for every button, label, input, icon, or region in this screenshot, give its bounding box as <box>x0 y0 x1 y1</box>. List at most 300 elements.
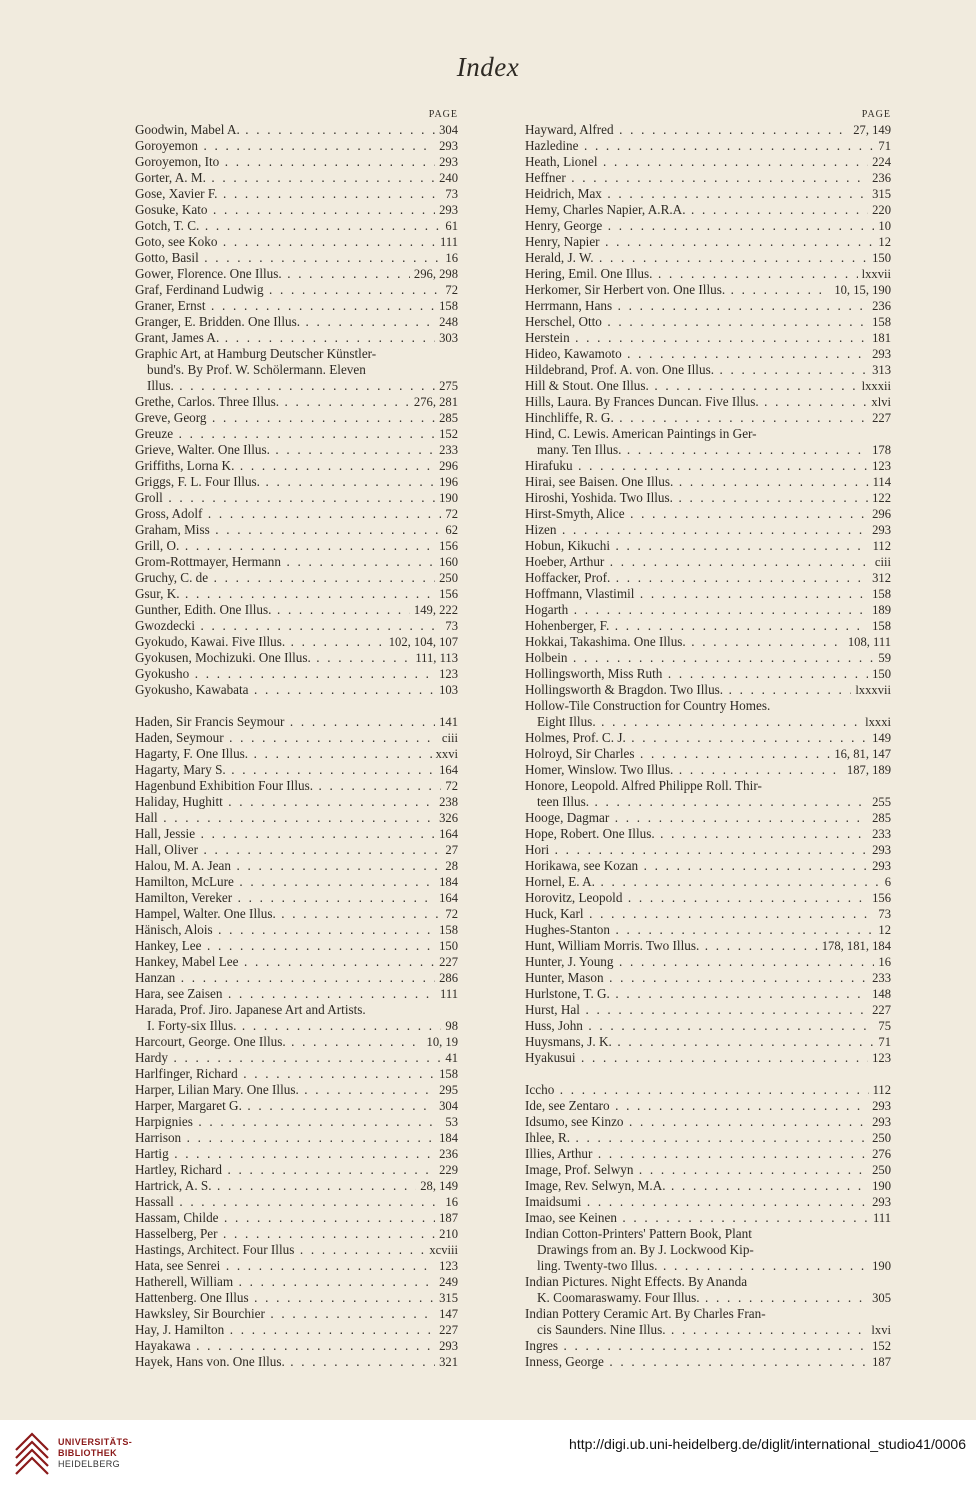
entry-name: Gose, Xavier F. . . . <box>135 186 458 202</box>
entry-name: Hagenbund Exhibition Four Illus. . . . <box>135 778 458 794</box>
entry-name: Graf, Ferdinand Ludwig . . . <box>135 282 458 298</box>
index-entry <box>135 762 458 778</box>
entry-name: Hänisch, Alois . . . <box>135 922 458 938</box>
entry-name: Heffner . . . <box>525 170 891 186</box>
index-entry <box>525 730 891 746</box>
entry-name: Hagarty, F. One Illus. . . . <box>135 746 458 762</box>
index-entry <box>525 1322 891 1338</box>
index-entry <box>525 426 891 442</box>
entry-page: 152 <box>868 1338 891 1354</box>
index-entry <box>525 1338 891 1354</box>
index-entry <box>135 826 458 842</box>
index-entry <box>135 938 458 954</box>
entry-name: Henry, Napier . . . <box>525 234 891 250</box>
index-entry <box>135 1194 458 1210</box>
entry-page: 123 <box>435 666 458 682</box>
entry-name: Hayward, Alfred . . . <box>525 122 891 138</box>
index-entry <box>135 234 458 250</box>
entry-name: Gruchy, C. de . . . <box>135 570 458 586</box>
entry-page: 72 <box>441 778 458 794</box>
entry-page: 220 <box>868 202 891 218</box>
index-column-right <box>525 108 891 1370</box>
entry-name: Gyokusen, Mochizuki. One Illus. . . . <box>135 650 458 666</box>
index-entry <box>135 1146 458 1162</box>
index-entry <box>525 1146 891 1162</box>
index-entry <box>525 122 891 138</box>
index-entry <box>135 858 458 874</box>
entry-name: Hokkai, Takashima. One Illus. . . . <box>525 634 891 650</box>
entry-name: Honore, Leopold. Alfred Philippe Roll. Thir- <box>525 778 762 793</box>
index-entry <box>525 522 891 538</box>
entry-name: Indian Pictures. Night Effects. By Ananda <box>525 1274 748 1289</box>
entry-page: 16, 81, 147 <box>830 746 891 762</box>
index-entry <box>525 1114 891 1130</box>
index-entry <box>525 874 891 890</box>
index-entry <box>135 730 458 746</box>
entry-name: Hanzan . . . <box>135 970 458 986</box>
entry-name: Hayek, Hans von. One Illus. . . . <box>135 1354 458 1370</box>
entry-name: Granger, E. Bridden. One Illus. . . . <box>135 314 458 330</box>
index-entry <box>525 1002 891 1018</box>
entry-name: Harper, Margaret G. . . . <box>135 1098 458 1114</box>
entry-name: Iccho . . . <box>525 1082 891 1098</box>
index-entry <box>135 154 458 170</box>
entry-page: 73 <box>874 906 891 922</box>
entry-page: 233 <box>868 970 891 986</box>
index-entry <box>525 970 891 986</box>
entry-name: Huysmans, J. K. . . . <box>525 1034 891 1050</box>
entry-name: cis Saunders. Nine Illus. . . . <box>537 1322 891 1338</box>
entry-page: 72 <box>441 282 458 298</box>
entry-name: Hornel, E. A. . . . <box>525 874 891 890</box>
index-entry <box>135 1034 458 1050</box>
index-entry <box>525 490 891 506</box>
entry-page: 187 <box>868 1354 891 1370</box>
entry-page: 276 <box>868 1146 891 1162</box>
entry-page: 164 <box>435 826 458 842</box>
entry-name: Hunter, Mason . . . <box>525 970 891 986</box>
index-entry <box>525 250 891 266</box>
entry-page: 27, 149 <box>849 122 891 138</box>
index-entry <box>135 1290 458 1306</box>
entry-name: Gotto, Basil . . . <box>135 250 458 266</box>
index-entry <box>135 1130 458 1146</box>
entry-page: 313 <box>868 362 891 378</box>
entry-name: Holbein . . . <box>525 650 891 666</box>
index-entry <box>525 218 891 234</box>
index-entry <box>135 922 458 938</box>
entry-name: Hope, Robert. One Illus. . . . <box>525 826 891 842</box>
entry-page: 111 <box>869 1210 891 1226</box>
index-entry <box>135 890 458 906</box>
entry-page: 148 <box>868 986 891 1002</box>
entry-page: 293 <box>868 1194 891 1210</box>
entry-page: 73 <box>441 618 458 634</box>
index-entry <box>525 602 891 618</box>
entry-page: 27 <box>441 842 458 858</box>
entry-name: Hyakusui . . . <box>525 1050 891 1066</box>
index-entry <box>135 1178 458 1194</box>
entry-name: Haliday, Hughitt . . . <box>135 794 458 810</box>
entry-page: 293 <box>868 842 891 858</box>
entry-name: Gsur, K. . . . <box>135 586 458 602</box>
entry-page: xcviii <box>425 1242 458 1258</box>
entry-name: Hankey, Mabel Lee . . . <box>135 954 458 970</box>
entry-name: Hiroshi, Yoshida. Two Illus. . . . <box>525 490 891 506</box>
entry-page: 150 <box>868 666 891 682</box>
entry-page: 98 <box>441 1018 458 1034</box>
index-entry <box>135 202 458 218</box>
entry-page: 303 <box>435 330 458 346</box>
index-entry <box>135 618 458 634</box>
entry-name: Herschel, Otto . . . <box>525 314 891 330</box>
index-entry <box>135 634 458 650</box>
entry-name: Gosuke, Kato . . . <box>135 202 458 218</box>
entry-name: Harlfinger, Richard . . . <box>135 1066 458 1082</box>
index-entry <box>525 138 891 154</box>
entry-page: 149 <box>868 730 891 746</box>
entry-page: 296 <box>868 506 891 522</box>
entry-page: 62 <box>441 522 458 538</box>
entry-page: 71 <box>874 138 891 154</box>
entry-page: 114 <box>869 474 891 490</box>
entry-name: Herkomer, Sir Herbert von. One Illus. . . . <box>525 282 891 298</box>
entry-name: Hartig . . . <box>135 1146 458 1162</box>
index-entry <box>525 922 891 938</box>
entry-name: Henry, George . . . <box>525 218 891 234</box>
index-entry <box>525 1162 891 1178</box>
entry-name: Hay, J. Hamilton . . . <box>135 1322 458 1338</box>
entry-page: 123 <box>868 458 891 474</box>
entry-page: 249 <box>435 1274 458 1290</box>
entry-page: 164 <box>435 762 458 778</box>
index-entry <box>525 1226 891 1242</box>
entry-name: Hurst, Hal . . . <box>525 1002 891 1018</box>
entry-name: Herrmann, Hans . . . <box>525 298 891 314</box>
source-url-link[interactable]: http://digi.ub.uni-heidelberg.de/diglit/international_studio41/0006 <box>569 1436 966 1452</box>
index-entry <box>135 442 458 458</box>
entry-name: Hall, Oliver . . . <box>135 842 458 858</box>
entry-page: 187 <box>435 1210 458 1226</box>
index-entry <box>135 874 458 890</box>
entry-name: Hollingsworth, Miss Ruth . . . <box>525 666 891 682</box>
entry-page: 275 <box>435 378 458 394</box>
index-entry <box>135 1066 458 1082</box>
index-entry <box>525 410 891 426</box>
entry-page: 160 <box>435 554 458 570</box>
entry-name: Gyokusho . . . <box>135 666 458 682</box>
index-entry <box>525 154 891 170</box>
entry-page: 315 <box>868 186 891 202</box>
entry-name: Huck, Karl . . . <box>525 906 891 922</box>
entry-name: Harada, Prof. Jiro. Japanese Art and Artists. <box>135 1002 366 1017</box>
index-entry <box>135 138 458 154</box>
index-entry <box>135 490 458 506</box>
index-entry <box>525 1210 891 1226</box>
index-entry <box>525 618 891 634</box>
entry-name: Hideo, Kawamoto . . . <box>525 346 891 362</box>
entry-name: Huss, John . . . <box>525 1018 891 1034</box>
library-logo-icon <box>12 1430 52 1478</box>
index-entry <box>525 1050 891 1066</box>
entry-page: 312 <box>868 570 891 586</box>
index-entry <box>135 1082 458 1098</box>
entry-page: 28, 149 <box>416 1178 458 1194</box>
entry-page: 190 <box>435 490 458 506</box>
entry-page: 164 <box>435 890 458 906</box>
index-entry <box>525 1098 891 1114</box>
entry-name: Gunther, Edith. One Illus. . . . <box>135 602 458 618</box>
entry-page: 10, 19 <box>423 1034 458 1050</box>
entry-name: Hayakawa . . . <box>135 1338 458 1354</box>
index-entry <box>525 1178 891 1194</box>
entry-name: Imao, see Keinen . . . <box>525 1210 891 1226</box>
entry-name: Hall . . . <box>135 810 458 826</box>
entry-name: Gower, Florence. One Illus. . . . <box>135 266 458 282</box>
index-entry <box>525 378 891 394</box>
entry-page: 149, 222 <box>410 602 458 618</box>
index-entry <box>135 1306 458 1322</box>
entry-name: Hasselberg, Per . . . <box>135 1226 458 1242</box>
entry-name: Harrison . . . <box>135 1130 458 1146</box>
index-entry <box>525 330 891 346</box>
index-entry <box>135 1098 458 1114</box>
index-entry <box>525 442 891 458</box>
entry-page: 315 <box>435 1290 458 1306</box>
entry-name: Harpignies . . . <box>135 1114 458 1130</box>
entry-page: 326 <box>435 810 458 826</box>
index-entry <box>525 698 891 714</box>
entry-page: 250 <box>435 570 458 586</box>
entry-page: 16 <box>441 1194 458 1210</box>
entry-name: Hohenberger, F. . . . <box>525 618 891 634</box>
index-entry <box>525 1130 891 1146</box>
entry-name: Hawksley, Sir Bourchier . . . <box>135 1306 458 1322</box>
entry-name: Holroyd, Sir Charles . . . <box>525 746 891 762</box>
entry-page: 158 <box>435 298 458 314</box>
library-name-line1: UNIVERSITÄTS- <box>58 1437 133 1447</box>
entry-page: 102, 104, 107 <box>385 634 458 650</box>
entry-page: 295 <box>435 1082 458 1098</box>
entry-name: Hildebrand, Prof. A. von. One Illus. . . . <box>525 362 891 378</box>
entry-name: Hata, see Senrei . . . <box>135 1258 458 1274</box>
entry-name: Goodwin, Mabel A. . . . <box>135 122 458 138</box>
index-entry <box>525 1194 891 1210</box>
index-entry <box>525 794 891 810</box>
index-entry <box>525 346 891 362</box>
index-entry <box>525 394 891 410</box>
entry-name: Hassam, Childe . . . <box>135 1210 458 1226</box>
index-entry <box>525 1306 891 1322</box>
entry-name: Hoffacker, Prof. . . . <box>525 570 891 586</box>
entry-name: Hirai, see Baisen. One Illus. . . . <box>525 474 891 490</box>
entry-name: Eight Illus. . . . <box>537 714 891 730</box>
entry-page: ciii <box>438 730 458 746</box>
entry-name: Illus. . . . <box>147 378 458 394</box>
entry-name: Griffiths, Lorna K. . . . <box>135 458 458 474</box>
entry-page: 285 <box>435 410 458 426</box>
index-entry <box>135 1210 458 1226</box>
entry-page: 233 <box>435 442 458 458</box>
index-entry <box>135 1114 458 1130</box>
entry-name: Gross, Adolf . . . <box>135 506 458 522</box>
entry-page: 71 <box>874 1034 891 1050</box>
entry-page: 255 <box>868 794 891 810</box>
index-entry <box>135 330 458 346</box>
index-entry <box>135 410 458 426</box>
entry-name: Image, Prof. Selwyn . . . <box>525 1162 891 1178</box>
entry-page: 156 <box>868 890 891 906</box>
entry-name: Inness, George . . . <box>525 1354 891 1370</box>
entry-name: Hollingsworth & Bragdon. Two Illus. . . . <box>525 682 891 698</box>
entry-name: Hamilton, Vereker . . . <box>135 890 458 906</box>
entry-page: 10, 15, 190 <box>830 282 891 298</box>
entry-page: ciii <box>871 554 891 570</box>
entry-name: Hirafuku . . . <box>525 458 891 474</box>
entry-name: Hoeber, Arthur . . . <box>525 554 891 570</box>
entry-name: Halou, M. A. Jean . . . <box>135 858 458 874</box>
index-entry <box>135 1226 458 1242</box>
entry-name: Hori . . . <box>525 842 891 858</box>
entry-name: Indian Pottery Ceramic Art. By Charles Fran- <box>525 1306 766 1321</box>
entry-page: 141 <box>435 714 458 730</box>
entry-page: 16 <box>874 954 891 970</box>
entry-name: Imaidsumi . . . <box>525 1194 891 1210</box>
entry-page: 6 <box>881 874 891 890</box>
index-entry <box>135 1018 458 1034</box>
entry-page: 293 <box>868 858 891 874</box>
entry-page: 286 <box>435 970 458 986</box>
entry-page: 293 <box>868 1114 891 1130</box>
index-entry <box>525 1290 891 1306</box>
entry-name: Griggs, F. L. Four Illus. . . . <box>135 474 458 490</box>
index-entry <box>135 842 458 858</box>
index-entry <box>135 394 458 410</box>
entry-name: Gyokusho, Kawabata . . . <box>135 682 458 698</box>
entry-name: Hall, Jessie . . . <box>135 826 458 842</box>
entry-name: Graham, Miss . . . <box>135 522 458 538</box>
index-entry <box>135 714 458 730</box>
entry-page: 59 <box>874 650 891 666</box>
entry-page: 112 <box>869 1082 891 1098</box>
entry-page: 178, 181, 184 <box>818 938 891 954</box>
index-entry <box>525 666 891 682</box>
index-entry <box>525 314 891 330</box>
entry-page: lxxxi <box>861 714 891 730</box>
entry-page: xxvi <box>432 746 458 762</box>
index-entry <box>135 970 458 986</box>
index-entry <box>135 170 458 186</box>
index-entry <box>525 634 891 650</box>
index-entry <box>525 474 891 490</box>
entry-name: Ingres . . . <box>525 1338 891 1354</box>
index-entry <box>135 1274 458 1290</box>
entry-page: 12 <box>874 922 891 938</box>
entry-name: Grieve, Walter. One Illus. . . . <box>135 442 458 458</box>
entry-name: Goroyemon, Ito . . . <box>135 154 458 170</box>
entry-page: 75 <box>874 1018 891 1034</box>
entry-page: 111 <box>436 986 458 1002</box>
entry-page: lxxvii <box>858 266 891 282</box>
entry-name: Hunter, J. Young . . . <box>525 954 891 970</box>
index-entry <box>525 1018 891 1034</box>
entry-name: Herstein . . . <box>525 330 891 346</box>
entry-page: 12 <box>874 234 891 250</box>
entry-page: lxxxii <box>858 378 891 394</box>
entry-page: 16 <box>441 250 458 266</box>
index-entry <box>525 362 891 378</box>
entry-page: 296, 298 <box>410 266 458 282</box>
entry-page: 156 <box>435 586 458 602</box>
footer-bar <box>0 1420 976 1491</box>
entry-page: 72 <box>441 506 458 522</box>
section-gap <box>525 1066 891 1082</box>
entry-page: 158 <box>868 314 891 330</box>
entry-page: 53 <box>441 1114 458 1130</box>
entry-name: Harper, Lilian Mary. One Illus. . . . <box>135 1082 458 1098</box>
index-entry <box>525 266 891 282</box>
index-entry <box>135 602 458 618</box>
entry-page: 184 <box>435 1130 458 1146</box>
entry-name: Hinchliffe, R. G. . . . <box>525 410 891 426</box>
entry-name: Hastings, Architect. Four Illus . . . <box>135 1242 458 1258</box>
entry-name: Gwozdecki . . . <box>135 618 458 634</box>
entry-name: Groll . . . <box>135 490 458 506</box>
index-entry <box>135 522 458 538</box>
entry-name: Grill, O. . . . <box>135 538 458 554</box>
entry-name: Horovitz, Leopold . . . <box>525 890 891 906</box>
entry-name: Hogarth . . . <box>525 602 891 618</box>
entry-name: Image, Rev. Selwyn, M.A. . . . <box>525 1178 891 1194</box>
index-entry <box>525 570 891 586</box>
index-entry <box>135 1162 458 1178</box>
index-entry <box>135 570 458 586</box>
entry-page: 72 <box>441 906 458 922</box>
entry-name: teen Illus. . . . <box>537 794 891 810</box>
entry-name: Hatherell, William . . . <box>135 1274 458 1290</box>
index-entry <box>525 1082 891 1098</box>
section-gap <box>135 698 458 714</box>
entry-page: 236 <box>435 1146 458 1162</box>
entry-page: 293 <box>435 138 458 154</box>
index-entry <box>525 170 891 186</box>
entry-page: 227 <box>435 1322 458 1338</box>
entry-page: 189 <box>868 602 891 618</box>
index-entry <box>135 474 458 490</box>
entry-page: 10 <box>874 218 891 234</box>
index-entry <box>135 810 458 826</box>
index-entry <box>135 218 458 234</box>
entry-page: 184 <box>435 874 458 890</box>
index-entry <box>525 1242 891 1258</box>
entry-page: 285 <box>868 810 891 826</box>
index-entry <box>525 778 891 794</box>
index-entry <box>135 362 458 378</box>
entry-name: Hara, see Zaisen . . . <box>135 986 458 1002</box>
entry-page: 238 <box>435 794 458 810</box>
entry-name: Hills, Laura. By Frances Duncan. Five Illus. . . . <box>525 394 891 410</box>
index-entry <box>135 378 458 394</box>
index-entry <box>525 1034 891 1050</box>
entry-name: Harcourt, George. One Illus. . . . <box>135 1034 458 1050</box>
index-entry <box>135 794 458 810</box>
library-name-line2: BIBLIOTHEK <box>58 1448 117 1458</box>
entry-page: 152 <box>435 426 458 442</box>
entry-name: I. Forty-six Illus. . . . <box>147 1018 458 1034</box>
entry-name: Grant, James A. . . . <box>135 330 458 346</box>
index-entry <box>135 506 458 522</box>
entry-name: Hardy . . . <box>135 1050 458 1066</box>
